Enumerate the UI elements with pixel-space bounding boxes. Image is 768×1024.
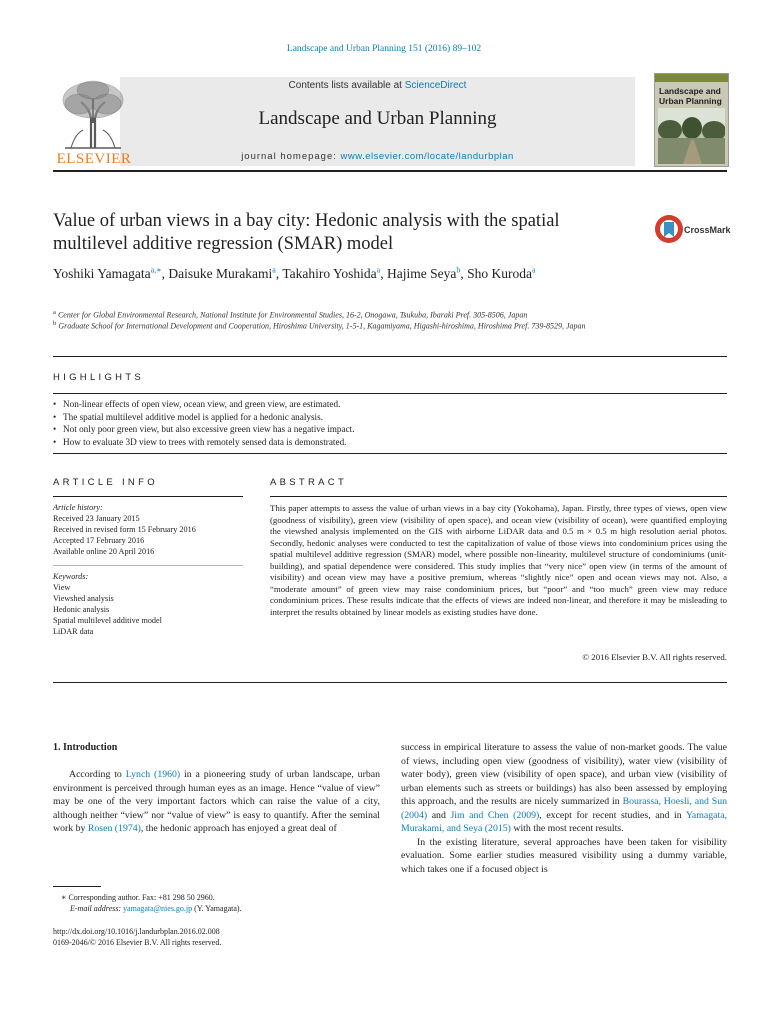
highlight-item: • How to evaluate 3D view to trees with remotely sensed data is demonstrated.: [53, 436, 727, 449]
abstract-heading: ABSTRACT: [270, 477, 348, 488]
email-link[interactable]: yamagata@nies.go.jp: [123, 904, 193, 913]
keywords-label: Keywords:: [53, 572, 89, 581]
highlights-bottom-rule: [53, 453, 727, 454]
citation-link[interactable]: Lynch (1960): [125, 769, 181, 780]
history-entry: Received 23 January 2015: [53, 514, 140, 523]
affiliation-a: $^a$ Center for Global Environmental Research, National Institute for Environmental Studies, 16-2, Onogawa, Tsukuba, Ibaraki Pref. 305-8506, Japan: [53, 309, 528, 320]
header-rule: [53, 170, 727, 172]
intro-paragraph-2: success in empirical literature to assess the value of non-market goods. The value of views, including open view (goodness of visibility), water view (visibility of water body), green view (visibility of open space), and urban view (visibility of urban elements such as streets or buildings) has also been assessed by employing this approach, and the results are nicely summarized in Bourassa, Hoesli, and Sun (2004) and Jim and Chen (2009), except for recent studies, and in Yamagata, Murakami, and Seya (2015) with the most recent results.: [401, 742, 727, 834]
journal-name: Landscape and Urban Planning: [258, 108, 497, 129]
sciencedirect-link[interactable]: ScienceDirect: [404, 80, 467, 91]
author: Takahiro Yoshida$^a$,: [282, 265, 387, 281]
affiliation-b: $^b$ Graduate School for International Development and Cooperation, Hiroshima University, 1-5-1, Kagamiyama, Higashi-hiroshima, Hiroshima Pref. 739-8529, Japan: [53, 320, 586, 331]
author: Daisuke Murakami$^a$,: [168, 265, 283, 281]
history-entry: Received in revised form 15 February 2016: [53, 525, 196, 534]
front-matter-bottom-rule: [53, 682, 727, 683]
keywords-rule: [53, 565, 243, 566]
citation-link[interactable]: Bourassa, Hoesli, and Sun (2004): [401, 796, 727, 821]
abstract-copyright: © 2016 Elsevier B.V. All rights reserved.: [582, 652, 727, 662]
crossmark-label: CrossMark: [684, 225, 731, 235]
email-note: E-mail address: yamagata@nies.go.jp (Y. Yamagata).: [70, 904, 242, 913]
keyword: Viewshed analysis: [53, 594, 114, 603]
author-affiliation-marker[interactable]: a: [272, 265, 276, 274]
journal-cover-thumbnail[interactable]: [654, 73, 729, 167]
history-entry: Accepted 17 February 2016: [53, 536, 145, 545]
intro-paragraph-3: In the existing literature, several approaches have been taken for visibility evaluation. Some earlier studies measured visibility using a dummy variable, which takes one if a focused object is: [401, 836, 727, 875]
section-heading-introduction: 1. Introduction: [53, 742, 118, 753]
intro-left-column: [53, 768, 380, 836]
journal-reference[interactable]: Landscape and Urban Planning 151 (2016) 89–102: [286, 44, 482, 54]
corresponding-author-note: ∗ Corresponding author. Fax: +81 298 50 2960.: [61, 893, 215, 902]
cover-band: [655, 74, 728, 82]
article-info-heading: ARTICLE INFO: [53, 477, 158, 488]
affiliation-rule: [53, 356, 727, 357]
history-entry: Available online 20 April 2016: [53, 547, 155, 556]
citation-link[interactable]: Jim and Chen (2009): [450, 809, 540, 821]
keyword: View: [53, 583, 71, 592]
intro-paragraph-1: According to Lynch (1960) in a pioneering study of urban landscape, urban environment is perceived through human eyes as an image. Hence “value of view” may be one of the very important factors which can raise the value of a city, although neither “view” nor “value of view” is easy to quantify. After the seminal work by Rosen (1974), the hedonic approach has enjoyed a great deal of: [53, 769, 380, 834]
abstract-text: This paper attempts to assess the value of urban views in a bay city (Yokohama), Japan. Firstly, three types of views, open view (goodness of visibility), green view (visibility of open space), and ocean view (visibility of ocean), were quantified employing the viewshed analysis implemented on the GIS with airborne LiDAR data and 0.5 m × 0.5 m high resolution aerial photos. Secondly, hedonic analyses were conducted to test the capitalization of value of those views into condominium prices using the spatial multilevel additive regression (SMAR) model, where possible non-linearity, multilevel structure of condominiums (unit-building), and spatial dependence were considered. This study implies that “very nice” open view (in terms of the amount of visibility) and ocean view may have a positive premium, whereas “slightly nice” open and ocean views may not. Also, a “moderate amount” of green view may raise condominium prices, but “poor” and “too much” green view may reduce condominium prices. These results indicate that the effects of views are indeed non-linear, and therefore it may be misleading to interpret the results obtained by linear models as existing studies have done.: [270, 503, 727, 617]
author: Hajime Seya$^b$,: [386, 265, 468, 281]
article-history: [53, 502, 243, 557]
doi-link[interactable]: http://dx.doi.org/10.1016/j.landurbplan.2016.02.008: [53, 927, 220, 936]
keywords: [53, 571, 243, 637]
abstract-rule: [270, 496, 727, 497]
intro-right-column: [401, 741, 727, 876]
contents-available: [120, 80, 635, 91]
elsevier-wordmark: ELSEVIER: [56, 151, 132, 167]
footnote-rule: [53, 886, 101, 887]
crossmark-icon: [653, 213, 687, 247]
highlights-rule: [53, 393, 727, 394]
issn-line: 0169-2046/© 2016 Elsevier B.V. All rights reserved.: [53, 938, 222, 947]
author-list: [53, 265, 713, 282]
citation-link[interactable]: Rosen (1974): [87, 823, 141, 834]
article-info-rule: [53, 496, 243, 497]
author: Yoshiki Yamagata$^{a,∗}$,: [53, 265, 169, 281]
highlight-item: • Not only poor green view, but also excessive green view has a negative impact.: [53, 423, 727, 436]
author-affiliation-marker[interactable]: a: [531, 265, 536, 274]
contents-prefix: Contents lists available at: [288, 80, 402, 91]
author: Sho Kuroda$^a$: [467, 265, 536, 281]
crossmark-badge[interactable]: [653, 213, 733, 247]
keyword: Hedonic analysis: [53, 605, 110, 614]
author-affiliation-marker[interactable]: a,∗: [150, 265, 162, 274]
article-title: Value of urban views in a bay city: Hedonic analysis with the spatial multilevel additive regression (SMAR) model: [53, 211, 560, 254]
history-label: Article history:: [53, 503, 103, 512]
citation-link[interactable]: Yamagata, Murakami, and Seya (2015): [401, 809, 727, 834]
highlight-item: • The spatial multilevel additive model is applied for a hedonic analysis.: [53, 411, 727, 424]
highlights-heading: HIGHLIGHTS: [53, 372, 145, 383]
highlight-item: • Non-linear effects of open view, ocean view, and green view, are estimated.: [53, 398, 727, 411]
keyword: Spatial multilevel additive model: [53, 616, 162, 625]
cover-title: Landscape and Urban Planning: [659, 86, 722, 106]
author-affiliation-marker[interactable]: a: [376, 265, 381, 274]
homepage-label: journal homepage:: [241, 151, 337, 162]
keyword: LiDAR data: [53, 627, 94, 636]
journal-homepage: [120, 151, 635, 162]
highlights-list: [53, 398, 727, 448]
homepage-link[interactable]: www.elsevier.com/locate/landurbplan: [340, 151, 514, 162]
cover-photo-image: [658, 108, 725, 164]
author-affiliation-marker[interactable]: b: [456, 265, 461, 274]
